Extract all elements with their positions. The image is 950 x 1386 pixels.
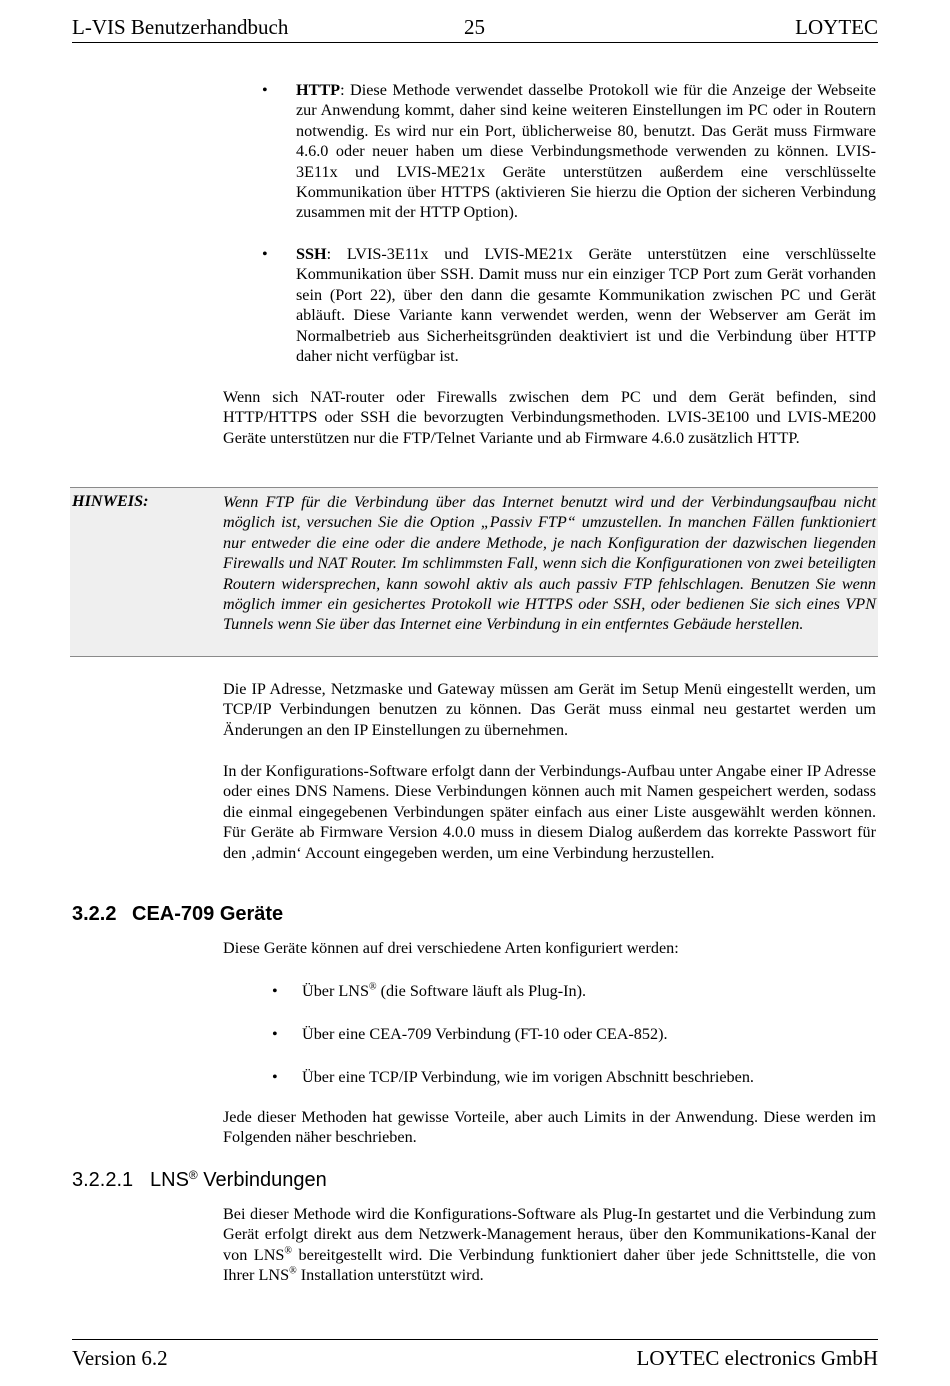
- note-box: [70, 487, 878, 657]
- bullet-icon: •: [272, 1068, 278, 1086]
- bullet-ssh-text: [296, 244, 876, 366]
- bullet-icon: •: [262, 81, 268, 99]
- footer-company: LOYTEC electronics GmbH: [636, 1346, 878, 1370]
- lns-text-part1: Bei dieser Methode wird die Konfigurations-Software als Plug-In gestartet und die Verbindung zum Gerät erfolgt direkt aus dem Netzwerk-Management heraus, über den Kommunikations-Kanal der von LNS: [223, 1205, 876, 1264]
- section-number: 3.2.2: [72, 903, 117, 925]
- paragraph-intro: Diese Geräte können auf drei verschiedene Arten konfiguriert werden:: [223, 939, 679, 957]
- section-title-post: Verbindungen: [197, 1169, 327, 1191]
- section-number: 3.2.2.1: [72, 1169, 134, 1191]
- registered-mark: ®: [369, 981, 377, 993]
- bullet-tcp-text: Über eine TCP/IP Verbindung, wie im vorigen Abschnitt beschrieben.: [302, 1068, 754, 1086]
- bullet-lns-pre: Über LNS: [302, 982, 369, 1000]
- section-title-pre: LNS: [150, 1169, 189, 1191]
- section-heading-3-2-2-1: [72, 1169, 327, 1192]
- note-text: Wenn FTP für die Verbindung über das Internet benutzt wird und der Verbindungsaufbau nicht möglich ist, versuchen Sie die Option „Passiv FTP“ umzustellen. In manchen Fällen funktioniert nur entweder die eine oder die andere Methode, je nach Konfiguration der dazwischen liegenden Firewalls und NAT Router. Im schlimmsten Fall, wenn sich die Konfigurationen von zwei beteiligten Routern widersprechen, kann sowohl aktiv als auch passiv FTP fehlschlagen. Benutzen Sie wenn möglich immer ein gesichertes Protokoll wie HTTPS oder SSH, oder bedienen Sie sich eines VPN Tunnels wenn Sie über das Internet eine Verbindung in ein entferntes Gebäude herstellen.: [223, 493, 876, 634]
- bullet-icon: •: [262, 245, 268, 263]
- header-page-number: 25: [464, 15, 485, 39]
- paragraph-config-software: In der Konfigurations-Software erfolgt dann der Verbindungs-Aufbau unter Angabe einer IP Adresse oder eines DNS Namens. Diese Verbindungen können auch mit Namen gespeichert werden, sodass die einmal eingegebenen Verbindungen später einfach aus einer Liste ausgewählt werden können. Für Geräte ab Firmware Version 4.0.0 muss in diesem Dialog außerdem das korrekte Passwort für den ‚admin‘ Account eingegeben werden, um eine Verbindung herzustellen.: [223, 762, 876, 862]
- note-label: HINWEIS:: [72, 492, 149, 510]
- paragraph-ip-settings: Die IP Adresse, Netzmaske und Gateway müssen am Gerät im Setup Menü eingestellt werden, um TCP/IP Verbindungen benutzen zu können. Das Gerät muss einmal neu gestartet werden um Änderungen an den IP Einstellungen zu übernehmen.: [223, 680, 876, 739]
- bullet-icon: •: [272, 982, 278, 1000]
- page-footer: [72, 1339, 878, 1372]
- header-company: LOYTEC: [795, 15, 878, 39]
- registered-mark: ®: [289, 1265, 297, 1277]
- bullet-cea-text: Über eine CEA-709 Verbindung (FT-10 oder CEA-852).: [302, 1025, 668, 1043]
- section-heading-3-2-2: [72, 903, 283, 926]
- bullet-lns-post: (die Software läuft als Plug-In).: [376, 982, 587, 1000]
- lns-text-part3: Installation unterstützt wird.: [296, 1266, 484, 1285]
- bullet-icon: •: [272, 1025, 278, 1043]
- bullet-http-term: HTTP: [296, 81, 341, 99]
- page-header: [72, 12, 878, 43]
- paragraph-limits: Jede dieser Methoden hat gewisse Vorteile, aber auch Limits in der Anwendung. Diese werden im Folgenden näher beschrieben.: [223, 1108, 876, 1147]
- registered-mark: ®: [188, 1168, 198, 1182]
- paragraph-lns: [223, 1204, 876, 1286]
- registered-mark: ®: [284, 1245, 293, 1257]
- bullet-ssh-body: : LVIS-3E11x und LVIS-ME21x Geräte unterstützen eine verschlüsselte Kommunikation über SSH. Damit muss nur ein einziger TCP Port zum Gerät vorhanden sein (Port 22), über den dann die gesamte Kommunikation zwischen PC und Gerät abläuft. Diese Variante kann verwendet werden, wenn der Webserver am Gerät im Normalbetrieb aus Sicherheitsgründen deaktiviert ist und die Verbindung über HTTP daher nicht verfügbar ist.: [296, 245, 876, 366]
- bullet-http-text: [296, 80, 876, 223]
- paragraph-nat: Wenn sich NAT-router oder Firewalls zwischen dem PC und dem Gerät befinden, sind HTTP/HTTPS oder SSH die bevorzugten Verbindungsmethoden. LVIS-3E100 und LVIS-ME200 Geräte unterstützen nur die FTP/Telnet Variante und ab Firmware 4.6.0 zusätzlich HTTP.: [223, 388, 876, 447]
- section-title: CEA-709 Geräte: [132, 903, 284, 925]
- bullet-lns-text: [302, 981, 586, 1001]
- bullet-http-body: : Diese Methode verwendet dasselbe Protokoll wie für die Anzeige der Webseite zur Anwendung kommt, daher sind keine weiteren Einstellungen im PC oder in Routern notwendig. Es wird nur ein Port, üblicherweise 80, benutzt. Das Gerät muss Firmware 4.6.0 oder neuer haben um diese Verbindungsmethode verwenden zu können. LVIS-3E11x und LVIS-ME21x Geräte unterstützen außerdem eine verschlüsselte Kommunikation über HTTPS (aktivieren Sie hierzu die Option der sicheren Verbindung zusammen mit der HTTP Option).: [296, 81, 876, 222]
- footer-version: Version 6.2: [72, 1346, 168, 1370]
- lns-text-part2: bereitgestellt wird. Die Verbindung funktioniert daher über jede Schnittstelle, die von Ihrer LNS: [223, 1245, 876, 1285]
- header-manual-title: L-VIS Benutzerhandbuch: [72, 15, 289, 39]
- bullet-ssh-term: SSH: [296, 245, 327, 263]
